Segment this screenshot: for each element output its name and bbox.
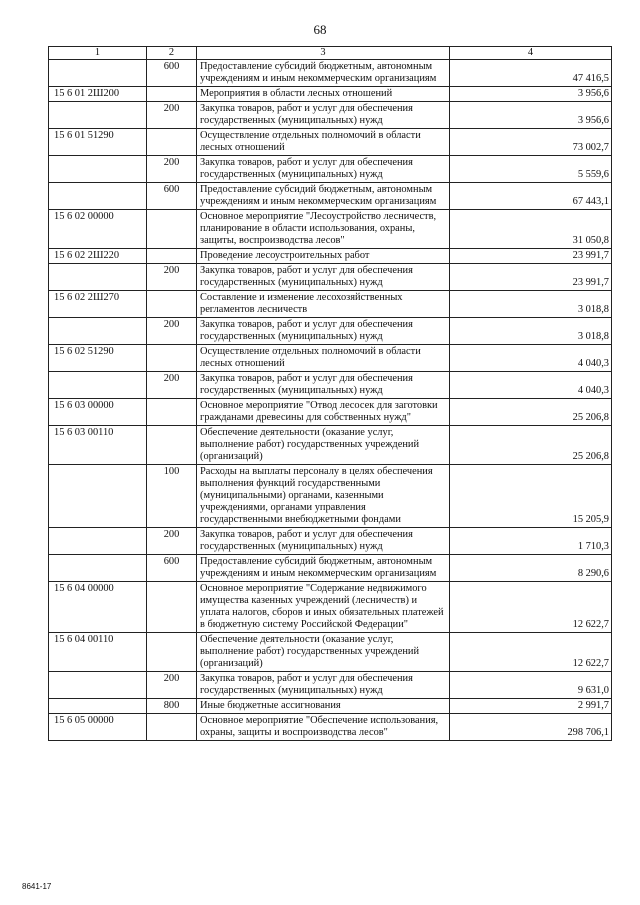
row-expense-type-cell — [147, 129, 197, 156]
row-description-cell: Предоставление субсидий бюджетным, автономным учреждениям и иным некоммерческим организациям — [197, 555, 450, 582]
row-description-cell: Основное мероприятие "Отвод лесосек для заготовки гражданами древесины для собственных нужд" — [197, 399, 450, 426]
row-code-cell: 15 6 01 2Ш200 — [49, 87, 147, 102]
row-code-cell — [49, 183, 147, 210]
budget-table — [48, 46, 612, 741]
row-amount-cell: 15 205,9 — [450, 465, 612, 528]
row-amount-cell: 12 622,7 — [450, 633, 612, 672]
row-description-cell: Предоставление субсидий бюджетным, автономным учреждениям и иным некоммерческим организациям — [197, 60, 450, 87]
column-header-4: 4 — [450, 47, 612, 60]
table-row — [49, 87, 612, 102]
table-row — [49, 210, 612, 249]
row-amount-cell: 1 710,3 — [450, 528, 612, 555]
table-row — [49, 291, 612, 318]
row-description-cell: Иные бюджетные ассигнования — [197, 699, 450, 714]
row-code-cell: 15 6 01 51290 — [49, 129, 147, 156]
row-description-cell: Предоставление субсидий бюджетным, автономным учреждениям и иным некоммерческим организациям — [197, 183, 450, 210]
page-number: 68 — [313, 22, 327, 37]
row-expense-type-cell — [147, 291, 197, 318]
row-expense-type-cell: 200 — [147, 672, 197, 699]
row-expense-type-cell — [147, 714, 197, 741]
row-description-cell: Проведение лесоустроительных работ — [197, 249, 450, 264]
row-expense-type-cell: 600 — [147, 60, 197, 87]
row-amount-cell: 5 559,6 — [450, 156, 612, 183]
row-expense-type-cell: 200 — [147, 264, 197, 291]
row-amount-cell: 23 991,7 — [450, 249, 612, 264]
table-row — [49, 528, 612, 555]
row-amount-cell: 4 040,3 — [450, 345, 612, 372]
row-code-cell: 15 6 04 00000 — [49, 582, 147, 633]
column-header-1: 1 — [49, 47, 147, 60]
row-description-cell: Закупка товаров, работ и услуг для обеспечения государственных (муниципальных) нужд — [197, 264, 450, 291]
row-code-cell — [49, 528, 147, 555]
row-amount-cell: 31 050,8 — [450, 210, 612, 249]
row-code-cell: 15 6 02 51290 — [49, 345, 147, 372]
table-row — [49, 633, 612, 672]
row-code-cell — [49, 672, 147, 699]
table-row — [49, 699, 612, 714]
row-expense-type-cell: 200 — [147, 102, 197, 129]
row-amount-cell: 4 040,3 — [450, 372, 612, 399]
row-code-cell — [49, 372, 147, 399]
table-body — [49, 60, 612, 741]
row-code-cell: 15 6 04 00110 — [49, 633, 147, 672]
row-description-cell: Расходы на выплаты персоналу в целях обеспечения выполнения функций государственными (муниципальными) органами, казенными учреждениями, органами управления государственными внебюджетными фондами — [197, 465, 450, 528]
row-code-cell: 15 6 03 00000 — [49, 399, 147, 426]
table-row — [49, 672, 612, 699]
row-expense-type-cell: 600 — [147, 183, 197, 210]
row-expense-type-cell: 200 — [147, 156, 197, 183]
row-amount-cell: 298 706,1 — [450, 714, 612, 741]
row-amount-cell: 25 206,8 — [450, 399, 612, 426]
table-row — [49, 465, 612, 528]
row-description-cell: Осуществление отдельных полномочий в области лесных отношений — [197, 345, 450, 372]
row-amount-cell: 67 443,1 — [450, 183, 612, 210]
row-expense-type-cell: 200 — [147, 528, 197, 555]
table-row — [49, 714, 612, 741]
row-expense-type-cell — [147, 87, 197, 102]
row-code-cell — [49, 264, 147, 291]
row-expense-type-cell: 200 — [147, 372, 197, 399]
row-amount-cell: 2 991,7 — [450, 699, 612, 714]
row-code-cell — [49, 699, 147, 714]
row-amount-cell: 3 956,6 — [450, 102, 612, 129]
row-expense-type-cell — [147, 633, 197, 672]
row-description-cell: Закупка товаров, работ и услуг для обеспечения государственных (муниципальных) нужд — [197, 102, 450, 129]
row-amount-cell: 12 622,7 — [450, 582, 612, 633]
row-code-cell: 15 6 02 2Ш270 — [49, 291, 147, 318]
row-amount-cell: 3 018,8 — [450, 291, 612, 318]
row-amount-cell: 23 991,7 — [450, 264, 612, 291]
column-header-3: 3 — [197, 47, 450, 60]
row-code-cell — [49, 102, 147, 129]
row-expense-type-cell — [147, 210, 197, 249]
row-expense-type-cell: 800 — [147, 699, 197, 714]
row-expense-type-cell: 100 — [147, 465, 197, 528]
row-description-cell: Основное мероприятие "Обеспечение использования, охраны, защиты и воспроизводства лесов" — [197, 714, 450, 741]
row-amount-cell: 9 631,0 — [450, 672, 612, 699]
row-description-cell: Основное мероприятие "Содержание недвижимого имущества казенных учреждений (лесничеств) и уплата налогов, сборов и иных обязательных платежей в бюджетную систему Российской Федерации" — [197, 582, 450, 633]
row-description-cell: Мероприятия в области лесных отношений — [197, 87, 450, 102]
row-description-cell: Закупка товаров, работ и услуг для обеспечения государственных (муниципальных) нужд — [197, 156, 450, 183]
row-code-cell: 15 6 02 2Ш220 — [49, 249, 147, 264]
row-expense-type-cell — [147, 399, 197, 426]
row-code-cell — [49, 555, 147, 582]
column-header-2: 2 — [147, 47, 197, 60]
table-row — [49, 426, 612, 465]
row-code-cell — [49, 318, 147, 345]
row-description-cell: Закупка товаров, работ и услуг для обеспечения государственных (муниципальных) нужд — [197, 372, 450, 399]
row-amount-cell: 3 956,6 — [450, 87, 612, 102]
row-amount-cell: 73 002,7 — [450, 129, 612, 156]
table-row — [49, 582, 612, 633]
row-amount-cell: 8 290,6 — [450, 555, 612, 582]
row-code-cell — [49, 156, 147, 183]
table-row — [49, 102, 612, 129]
row-expense-type-cell — [147, 345, 197, 372]
row-description-cell: Составление и изменение лесохозяйственных регламентов лесничеств — [197, 291, 450, 318]
table-header-row — [49, 47, 612, 60]
table-row — [49, 372, 612, 399]
row-description-cell: Закупка товаров, работ и услуг для обеспечения государственных (муниципальных) нужд — [197, 672, 450, 699]
row-expense-type-cell — [147, 582, 197, 633]
document-code: 8641-17 — [22, 882, 52, 891]
table-row — [49, 345, 612, 372]
row-description-cell: Закупка товаров, работ и услуг для обеспечения государственных (муниципальных) нужд — [197, 528, 450, 555]
row-description-cell: Осуществление отдельных полномочий в области лесных отношений — [197, 129, 450, 156]
row-amount-cell: 47 416,5 — [450, 60, 612, 87]
table-row — [49, 264, 612, 291]
row-expense-type-cell: 600 — [147, 555, 197, 582]
table-row — [49, 156, 612, 183]
table-row — [49, 555, 612, 582]
row-code-cell: 15 6 02 00000 — [49, 210, 147, 249]
row-amount-cell: 3 018,8 — [450, 318, 612, 345]
row-code-cell — [49, 60, 147, 87]
row-code-cell — [49, 465, 147, 528]
table-row — [49, 318, 612, 345]
row-amount-cell: 25 206,8 — [450, 426, 612, 465]
table-row — [49, 129, 612, 156]
row-description-cell: Основное мероприятие "Лесоустройство лесничеств, планирование в области использования, охраны, защиты, воспроизводства лесов" — [197, 210, 450, 249]
row-description-cell: Обеспечение деятельности (оказание услуг, выполнение работ) государственных учреждений (организаций) — [197, 633, 450, 672]
table-row — [49, 183, 612, 210]
row-expense-type-cell: 200 — [147, 318, 197, 345]
row-description-cell: Закупка товаров, работ и услуг для обеспечения государственных (муниципальных) нужд — [197, 318, 450, 345]
table-row — [49, 60, 612, 87]
table-row — [49, 249, 612, 264]
row-expense-type-cell — [147, 249, 197, 264]
row-code-cell: 15 6 03 00110 — [49, 426, 147, 465]
row-expense-type-cell — [147, 426, 197, 465]
row-code-cell: 15 6 05 00000 — [49, 714, 147, 741]
row-description-cell: Обеспечение деятельности (оказание услуг, выполнение работ) государственных учреждений (организаций) — [197, 426, 450, 465]
table-row — [49, 399, 612, 426]
